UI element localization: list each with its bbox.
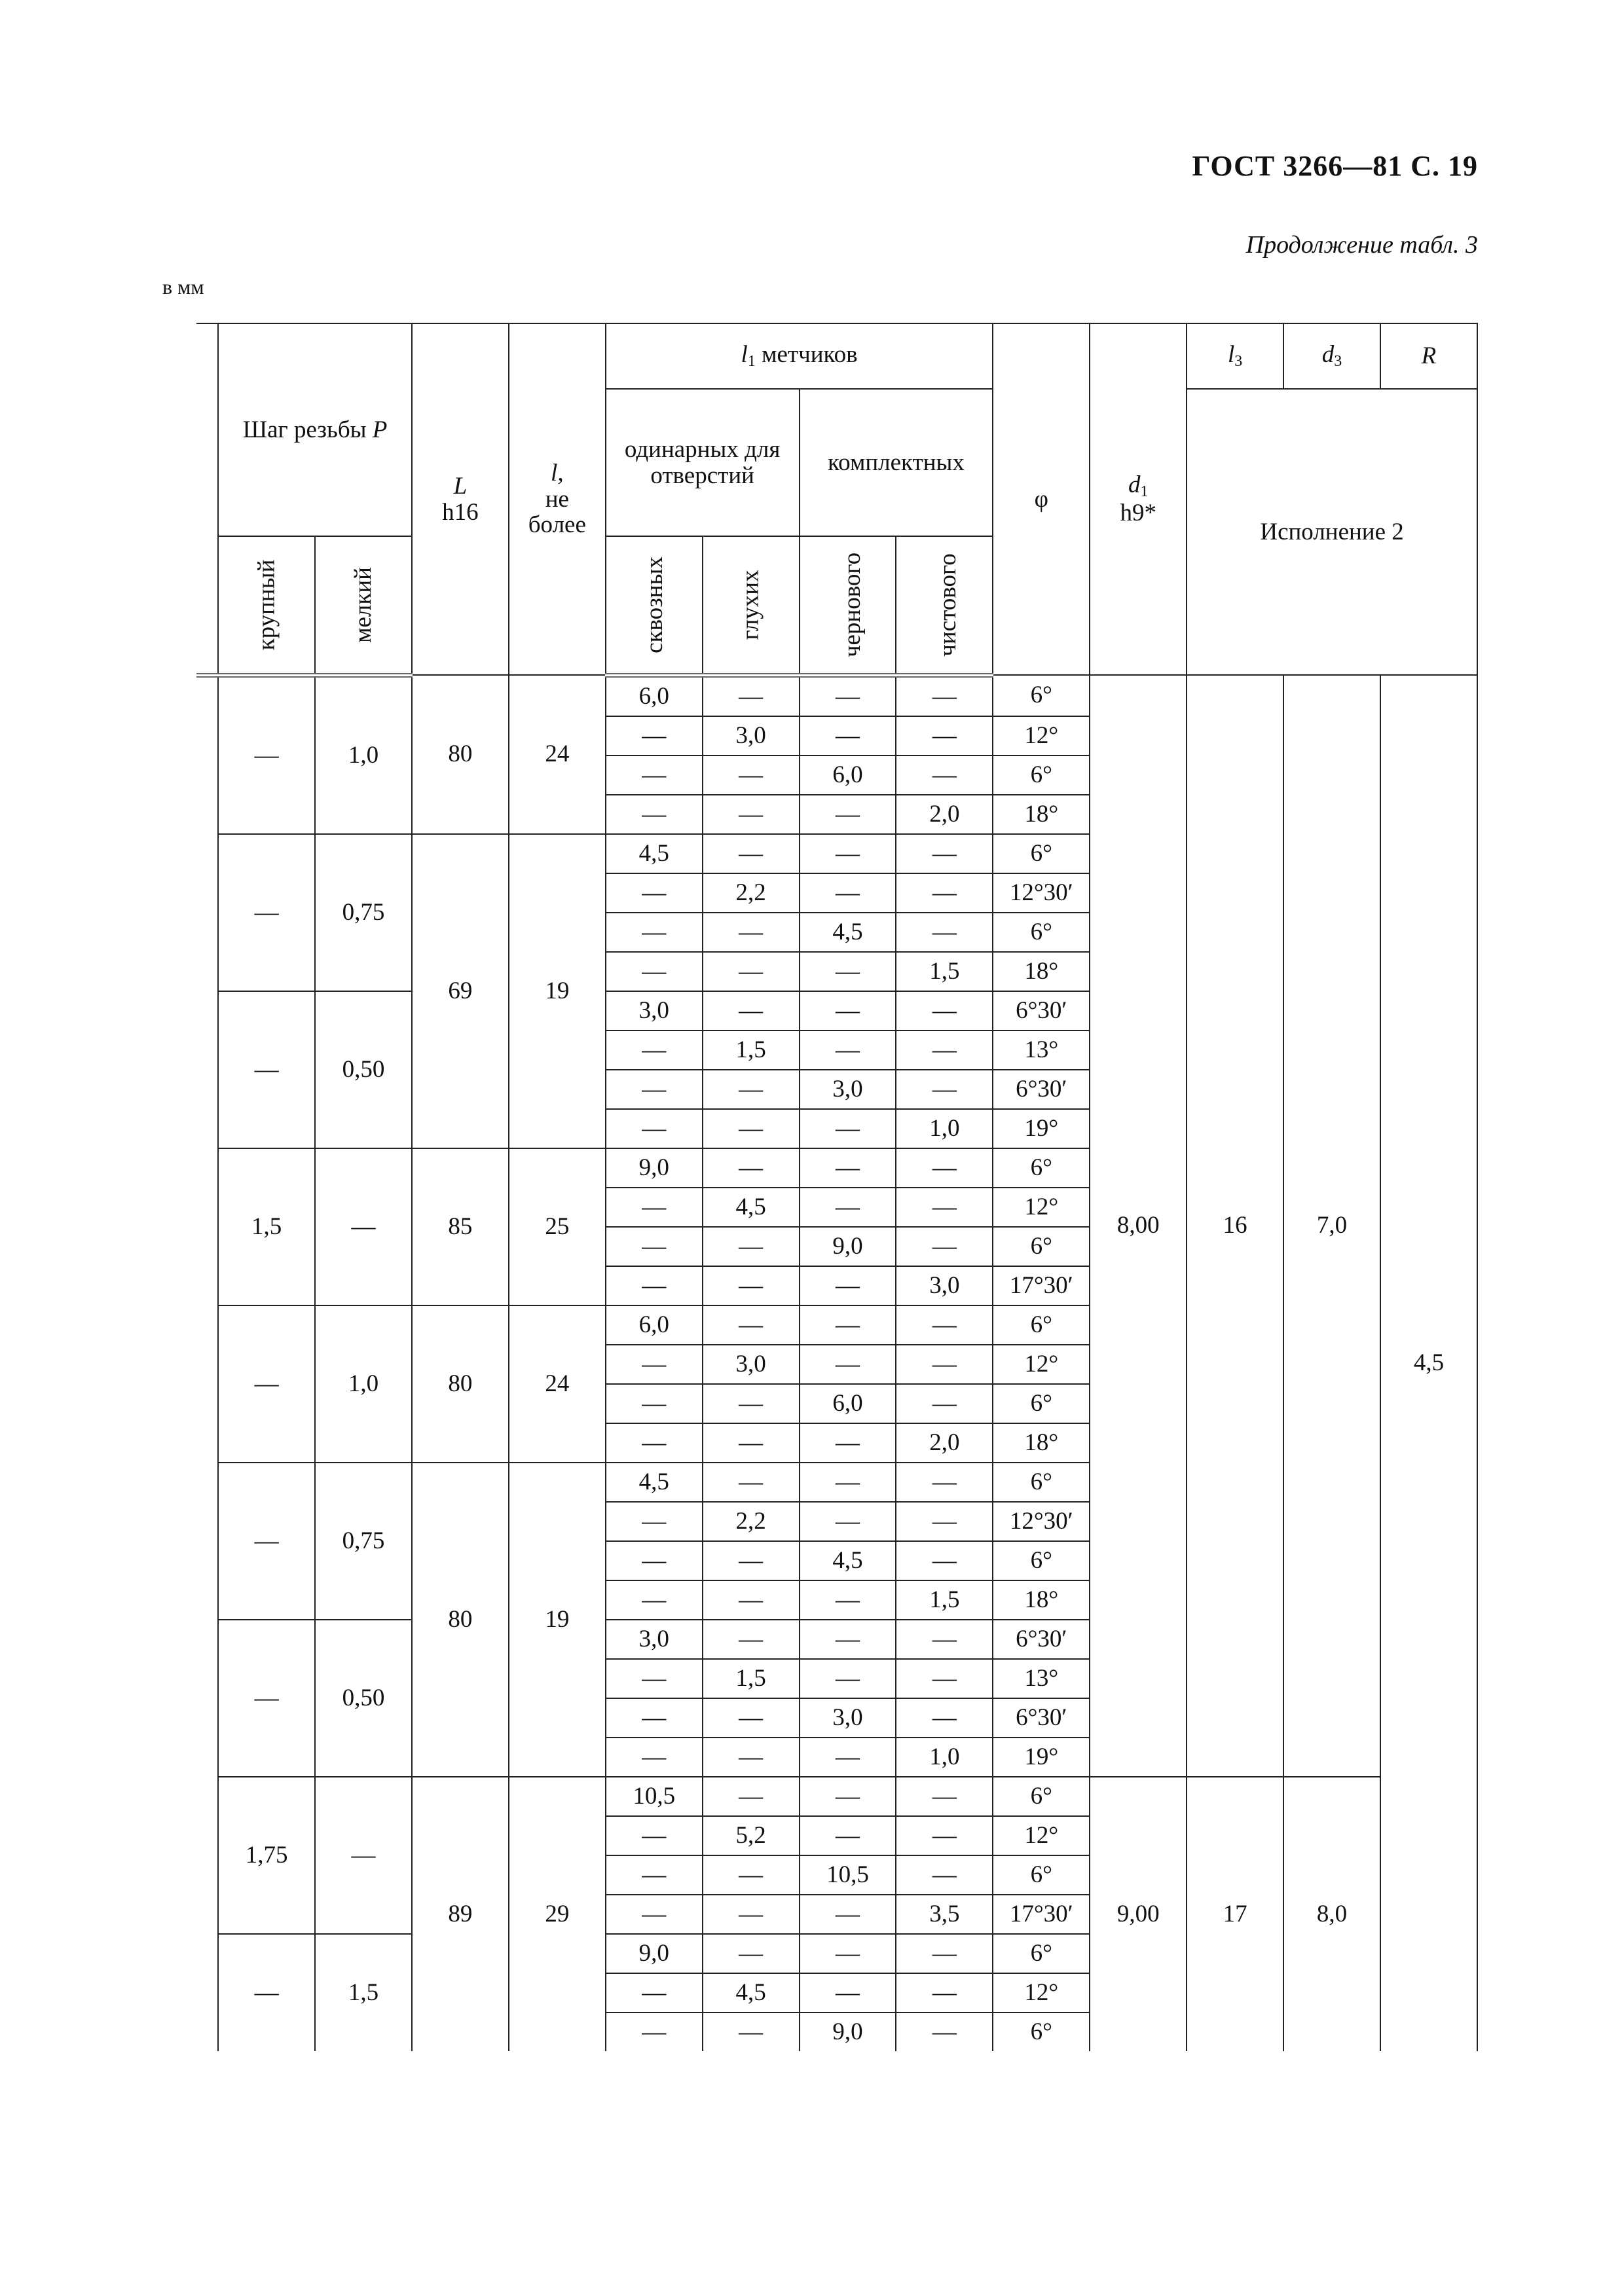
blind-cell: — — [703, 1698, 800, 1738]
rough-cell: 6,0 — [800, 756, 896, 795]
phi-cell: 18° — [993, 1580, 1090, 1620]
finish-cell: — — [896, 1973, 993, 2013]
blind-cell: — — [703, 1620, 800, 1659]
through-cell: — — [606, 1227, 703, 1266]
phi-cell: 12° — [993, 716, 1090, 756]
blind-cell: — — [703, 952, 800, 991]
d3-cell: 8,0 — [1283, 1777, 1380, 2051]
through-cell: — — [606, 873, 703, 913]
rough-cell: — — [800, 991, 896, 1030]
phi-cell: 18° — [993, 952, 1090, 991]
pitch-coarse-cell: — — [218, 1620, 315, 1777]
blind-cell: 1,5 — [703, 1030, 800, 1070]
rough-cell: 4,5 — [800, 1541, 896, 1580]
through-cell: 9,0 — [606, 1934, 703, 1973]
l-cell: 19 — [509, 1463, 606, 1777]
blind-cell: 1,5 — [703, 1659, 800, 1698]
through-cell: 3,0 — [606, 1620, 703, 1659]
l1-header: $l_1$ метчиков — [606, 323, 993, 389]
phi-cell: 6° — [993, 1855, 1090, 1895]
blind-cell: — — [703, 834, 800, 873]
blind-cell: 4,5 — [703, 1973, 800, 2013]
phi-cell: 6° — [993, 1463, 1090, 1502]
phi-cell: 13° — [993, 1030, 1090, 1070]
through-header: сквозных — [606, 536, 703, 675]
rough-cell: — — [800, 795, 896, 834]
rough-cell: — — [800, 1580, 896, 1620]
finish-cell: 1,0 — [896, 1738, 993, 1777]
through-cell: — — [606, 716, 703, 756]
phi-cell: 12°30′ — [993, 1502, 1090, 1541]
R-cell: 4,5 — [1380, 675, 1477, 2051]
phi-cell: 6° — [993, 834, 1090, 873]
through-cell: — — [606, 1109, 703, 1148]
d3-header: $d_3$ — [1283, 323, 1380, 389]
through-cell: — — [606, 1659, 703, 1698]
phi-cell: 6°30′ — [993, 1698, 1090, 1738]
through-cell: — — [606, 1580, 703, 1620]
rough-cell: — — [800, 716, 896, 756]
phi-header: φ — [993, 323, 1090, 675]
through-cell: — — [606, 1541, 703, 1580]
l-header: l, не более — [509, 323, 606, 675]
pitch-fine-cell: 0,75 — [315, 1463, 412, 1620]
blank-margin-cell — [196, 675, 218, 2051]
rough-cell: — — [800, 1305, 896, 1345]
phi-cell: 13° — [993, 1659, 1090, 1698]
rough-cell: 10,5 — [800, 1855, 896, 1895]
through-cell: — — [606, 1423, 703, 1463]
phi-cell: 6°30′ — [993, 991, 1090, 1030]
finish-cell: — — [896, 1148, 993, 1188]
blind-cell: — — [703, 2013, 800, 2051]
pitch-coarse-cell: 1,75 — [218, 1777, 315, 1934]
through-cell: — — [606, 1345, 703, 1384]
finish-cell: — — [896, 1305, 993, 1345]
finish-cell: — — [896, 873, 993, 913]
L-cell: 80 — [412, 1305, 509, 1463]
L-cell: 80 — [412, 1463, 509, 1777]
blind-cell: — — [703, 1305, 800, 1345]
rough-cell: — — [800, 1973, 896, 2013]
L-header: L h16 — [412, 323, 509, 675]
through-cell: 3,0 — [606, 991, 703, 1030]
phi-cell: 6°30′ — [993, 1070, 1090, 1109]
table-row — [196, 1777, 1477, 1816]
phi-cell: 18° — [993, 1423, 1090, 1463]
pitch-fine-cell: 1,0 — [315, 675, 412, 834]
pitch-fine-cell: — — [315, 1777, 412, 1934]
R-header: R — [1380, 323, 1477, 389]
finish-cell: — — [896, 1227, 993, 1266]
finish-cell: — — [896, 1777, 993, 1816]
table-continuation-label: Продолжение табл. 3 — [1245, 231, 1478, 259]
phi-cell: 6°30′ — [993, 1620, 1090, 1659]
blind-cell: — — [703, 1934, 800, 1973]
rough-cell: — — [800, 1738, 896, 1777]
pitch-coarse-cell: — — [218, 1305, 315, 1463]
phi-cell: 6° — [993, 756, 1090, 795]
phi-cell: 6° — [993, 1384, 1090, 1423]
through-cell: — — [606, 1973, 703, 2013]
phi-cell: 18° — [993, 795, 1090, 834]
finish-cell: — — [896, 913, 993, 952]
pitch-header: Шаг резьбы P — [218, 323, 412, 536]
finish-cell: — — [896, 1345, 993, 1384]
through-cell: 6,0 — [606, 1305, 703, 1345]
l-cell: 19 — [509, 834, 606, 1148]
finish-cell: — — [896, 1698, 993, 1738]
through-cell: — — [606, 1070, 703, 1109]
phi-cell: 12° — [993, 1188, 1090, 1227]
phi-cell: 17°30′ — [993, 1895, 1090, 1934]
phi-cell: 6° — [993, 2013, 1090, 2051]
blind-cell: — — [703, 1148, 800, 1188]
rough-cell: — — [800, 873, 896, 913]
finish-cell: — — [896, 675, 993, 716]
finish-cell: 1,5 — [896, 1580, 993, 1620]
through-cell: 10,5 — [606, 1777, 703, 1816]
blank-margin-column — [196, 323, 218, 675]
single-taps-header: одинарных для отверстий — [606, 389, 800, 536]
blind-cell: — — [703, 1384, 800, 1423]
through-cell: — — [606, 952, 703, 991]
through-cell: — — [606, 1738, 703, 1777]
pitch-fine-cell: 0,75 — [315, 834, 412, 991]
rough-cell: 9,0 — [800, 2013, 896, 2051]
finish-cell: — — [896, 1384, 993, 1423]
through-cell: — — [606, 1188, 703, 1227]
phi-cell: 6° — [993, 913, 1090, 952]
through-cell: — — [606, 2013, 703, 2051]
d1-cell: 9,00 — [1090, 1777, 1187, 2051]
rough-cell: — — [800, 1109, 896, 1148]
pitch-coarse-cell: 1,5 — [218, 1148, 315, 1305]
rough-cell: 4,5 — [800, 913, 896, 952]
rough-cell: — — [800, 1620, 896, 1659]
d3-cell: 7,0 — [1283, 675, 1380, 1777]
L-cell: 89 — [412, 1777, 509, 2051]
pitch-fine-cell: 0,50 — [315, 991, 412, 1148]
finish-cell: — — [896, 991, 993, 1030]
taps-dimensions-table — [196, 323, 1478, 2051]
finish-cell: — — [896, 1659, 993, 1698]
page-title: ГОСТ 3266—81 С. 19 — [1192, 150, 1478, 182]
through-cell: 9,0 — [606, 1148, 703, 1188]
finish-cell: 3,0 — [896, 1266, 993, 1305]
through-cell: — — [606, 913, 703, 952]
finish-cell: — — [896, 1934, 993, 1973]
pitch-coarse-cell: — — [218, 1463, 315, 1620]
table-row — [196, 675, 1477, 716]
rough-cell: 3,0 — [800, 1698, 896, 1738]
through-cell: — — [606, 1895, 703, 1934]
finish-cell: 1,0 — [896, 1109, 993, 1148]
fine-header: мелкий — [315, 536, 412, 675]
phi-cell: 6° — [993, 1305, 1090, 1345]
l3-cell: 17 — [1187, 1777, 1283, 2051]
L-cell: 85 — [412, 1148, 509, 1305]
finish-cell: — — [896, 2013, 993, 2051]
pitch-fine-cell: — — [315, 1148, 412, 1305]
L-cell: 69 — [412, 834, 509, 1148]
finish-cell: — — [896, 1855, 993, 1895]
through-cell: — — [606, 1502, 703, 1541]
d1-cell: 8,00 — [1090, 675, 1187, 1777]
finish-cell: — — [896, 716, 993, 756]
through-cell: 4,5 — [606, 834, 703, 873]
execution-header: Исполнение 2 — [1187, 389, 1477, 675]
blind-cell: 2,2 — [703, 873, 800, 913]
phi-cell: 17°30′ — [993, 1266, 1090, 1305]
pitch-coarse-cell: — — [218, 991, 315, 1148]
finish-header: чистового — [896, 536, 993, 675]
rough-cell: — — [800, 1463, 896, 1502]
pitch-fine-cell: 0,50 — [315, 1620, 412, 1777]
L-cell: 80 — [412, 675, 509, 834]
finish-cell: — — [896, 1030, 993, 1070]
finish-cell: — — [896, 834, 993, 873]
blind-cell: 2,2 — [703, 1502, 800, 1541]
finish-cell: — — [896, 1463, 993, 1502]
rough-cell: — — [800, 1148, 896, 1188]
l-cell: 24 — [509, 675, 606, 834]
through-cell: — — [606, 756, 703, 795]
phi-cell: 12° — [993, 1345, 1090, 1384]
through-cell: — — [606, 1030, 703, 1070]
pitch-coarse-cell: — — [218, 1934, 315, 2051]
rough-cell: — — [800, 1816, 896, 1855]
complete-taps-header: комплектных — [800, 389, 993, 536]
through-cell: — — [606, 1855, 703, 1895]
blind-cell: — — [703, 913, 800, 952]
blind-header: глухих — [703, 536, 800, 675]
blind-cell: — — [703, 991, 800, 1030]
through-cell: — — [606, 1816, 703, 1855]
blind-cell: 4,5 — [703, 1188, 800, 1227]
phi-cell: 6° — [993, 1934, 1090, 1973]
blind-cell: — — [703, 795, 800, 834]
phi-cell: 12° — [993, 1973, 1090, 2013]
blind-cell: — — [703, 1580, 800, 1620]
rough-cell: — — [800, 952, 896, 991]
rough-cell: 9,0 — [800, 1227, 896, 1266]
rough-cell: — — [800, 1777, 896, 1816]
blind-cell: 3,0 — [703, 716, 800, 756]
l-cell: 29 — [509, 1777, 606, 2051]
finish-cell: — — [896, 1070, 993, 1109]
phi-cell: 6° — [993, 1148, 1090, 1188]
rough-cell: — — [800, 1895, 896, 1934]
pitch-fine-cell: 1,0 — [315, 1305, 412, 1463]
blind-cell: — — [703, 1777, 800, 1816]
d1-header: $d_1$ h9* — [1090, 323, 1187, 675]
blind-cell: — — [703, 1423, 800, 1463]
through-cell: 6,0 — [606, 675, 703, 716]
phi-cell: 6° — [993, 1777, 1090, 1816]
rough-cell: — — [800, 1423, 896, 1463]
units-label: в мм — [162, 275, 204, 299]
blind-cell: 5,2 — [703, 1816, 800, 1855]
phi-cell: 6° — [993, 1227, 1090, 1266]
rough-cell: — — [800, 1188, 896, 1227]
phi-cell: 19° — [993, 1738, 1090, 1777]
blind-cell: — — [703, 1227, 800, 1266]
finish-cell: 2,0 — [896, 795, 993, 834]
coarse-header: крупный — [218, 536, 315, 675]
blind-cell: — — [703, 1109, 800, 1148]
blind-cell: — — [703, 756, 800, 795]
blind-cell: 3,0 — [703, 1345, 800, 1384]
blind-cell: — — [703, 675, 800, 716]
finish-cell: — — [896, 756, 993, 795]
rough-cell: — — [800, 1502, 896, 1541]
rough-cell: — — [800, 1934, 896, 1973]
rough-cell: — — [800, 834, 896, 873]
rough-cell: — — [800, 1659, 896, 1698]
l-cell: 24 — [509, 1305, 606, 1463]
l-cell: 25 — [509, 1148, 606, 1305]
phi-cell: 19° — [993, 1109, 1090, 1148]
rough-cell: 3,0 — [800, 1070, 896, 1109]
rough-cell: — — [800, 1030, 896, 1070]
blind-cell: — — [703, 1895, 800, 1934]
finish-cell: 1,5 — [896, 952, 993, 991]
through-cell: — — [606, 1384, 703, 1423]
rough-header: чернового — [800, 536, 896, 675]
finish-cell: — — [896, 1816, 993, 1855]
rough-cell: — — [800, 675, 896, 716]
rough-cell: — — [800, 1266, 896, 1305]
through-cell: — — [606, 1266, 703, 1305]
blind-cell: — — [703, 1855, 800, 1895]
pitch-coarse-cell: — — [218, 675, 315, 834]
through-cell: — — [606, 795, 703, 834]
through-cell: 4,5 — [606, 1463, 703, 1502]
phi-cell: 12°30′ — [993, 873, 1090, 913]
pitch-fine-cell: 1,5 — [315, 1934, 412, 2051]
pitch-coarse-cell: — — [218, 834, 315, 991]
rough-cell: 6,0 — [800, 1384, 896, 1423]
l3-header: $l_3$ — [1187, 323, 1283, 389]
through-cell: — — [606, 1698, 703, 1738]
blind-cell: — — [703, 1070, 800, 1109]
blind-cell: — — [703, 1738, 800, 1777]
rough-cell: — — [800, 1345, 896, 1384]
finish-cell: — — [896, 1188, 993, 1227]
finish-cell: 3,5 — [896, 1895, 993, 1934]
blind-cell: — — [703, 1463, 800, 1502]
blind-cell: — — [703, 1541, 800, 1580]
phi-cell: 6° — [993, 1541, 1090, 1580]
blind-cell: — — [703, 1266, 800, 1305]
phi-cell: 6° — [993, 675, 1090, 716]
l3-cell: 16 — [1187, 675, 1283, 1777]
finish-cell: — — [896, 1620, 993, 1659]
finish-cell: — — [896, 1502, 993, 1541]
finish-cell: — — [896, 1541, 993, 1580]
finish-cell: 2,0 — [896, 1423, 993, 1463]
phi-cell: 12° — [993, 1816, 1090, 1855]
